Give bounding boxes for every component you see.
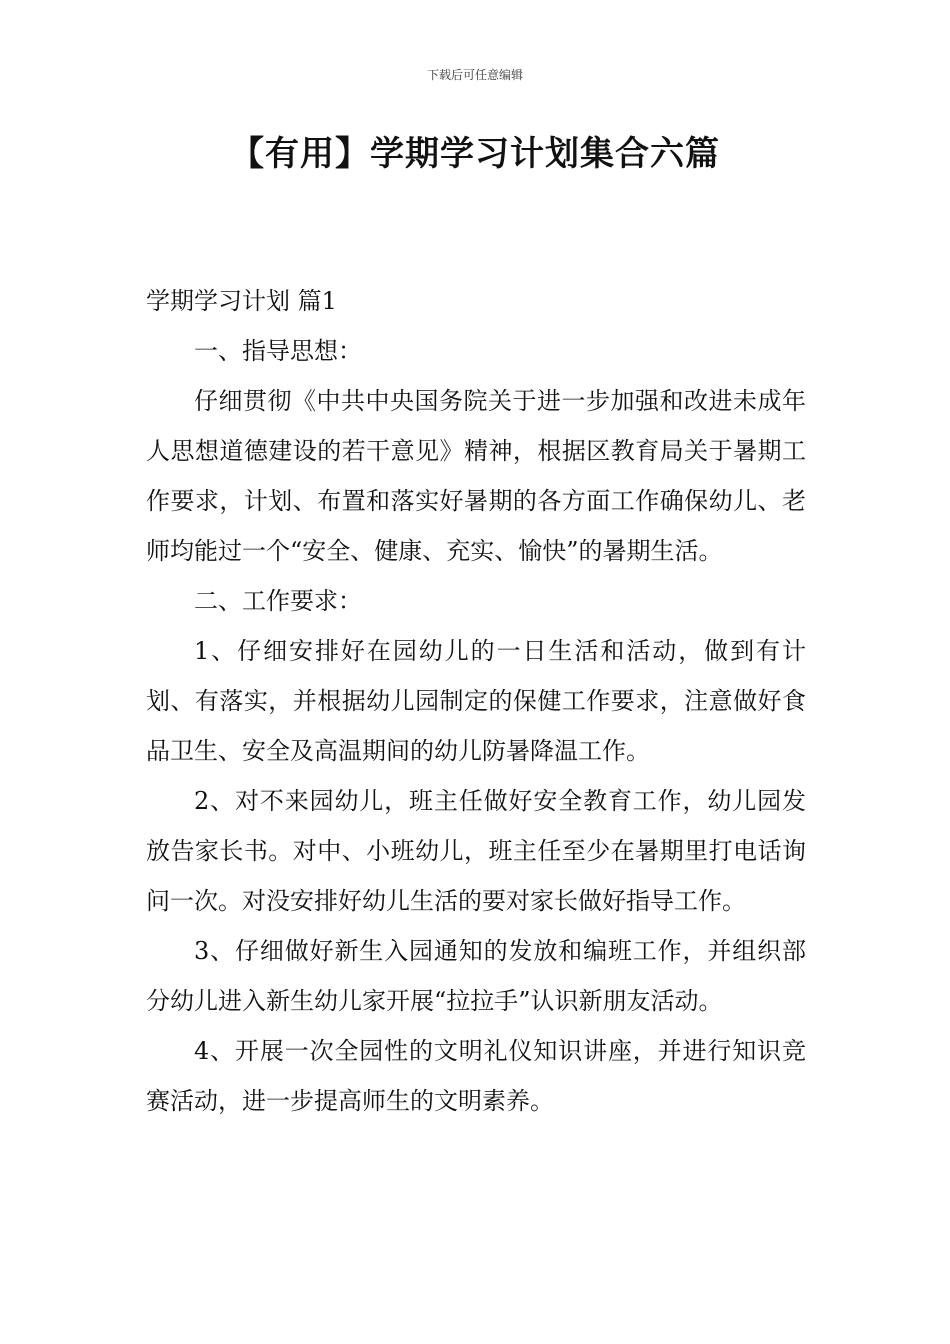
paragraph-requirement-1: 1、仔细安排好在园幼儿的一日生活和活动，做到有计划、有落实，并根据幼儿园制定的保健工作要求，注意做好食品卫生、安全及高温期间的幼儿防暑降温工作。: [146, 637, 806, 765]
section-heading: 学期学习计划 篇1: [146, 287, 337, 315]
heading-work-requirements: 二、工作要求：: [194, 587, 362, 615]
paragraph-guiding-ideology: 仔细贯彻《中共中央国务院关于进一步加强和改进未成年人思想道德建设的若干意见》精神，根据区教育局关于暑期工作要求，计划、布置和落实好暑期的各方面工作确保幼儿、老师均能过一个“安全、健康、充实、愉快”的暑期生活。: [146, 387, 806, 565]
document-body: [146, 276, 806, 1126]
header-note: 下载后可任意编辑: [426, 68, 523, 82]
paragraph-requirement-3: 3、仔细做好新生入园通知的发放和编班工作，并组织部分幼儿进入新生幼儿家开展“拉拉手”认识新朋友活动。: [146, 937, 806, 1015]
heading-guiding-ideology: 一、指导思想：: [194, 337, 362, 365]
paragraph-requirement-4: 4、开展一次全园性的文明礼仪知识讲座，并进行知识竞赛活动，进一步提高师生的文明素养。: [146, 1037, 806, 1115]
paragraph-requirement-2: 2、对不来园幼儿，班主任做好安全教育工作，幼儿园发放告家长书。对中、小班幼儿，班主任至少在暑期里打电话询问一次。对没安排好幼儿生活的要对家长做好指导工作。: [146, 787, 806, 915]
document-title: 【有用】学期学习计划集合六篇: [230, 134, 720, 174]
